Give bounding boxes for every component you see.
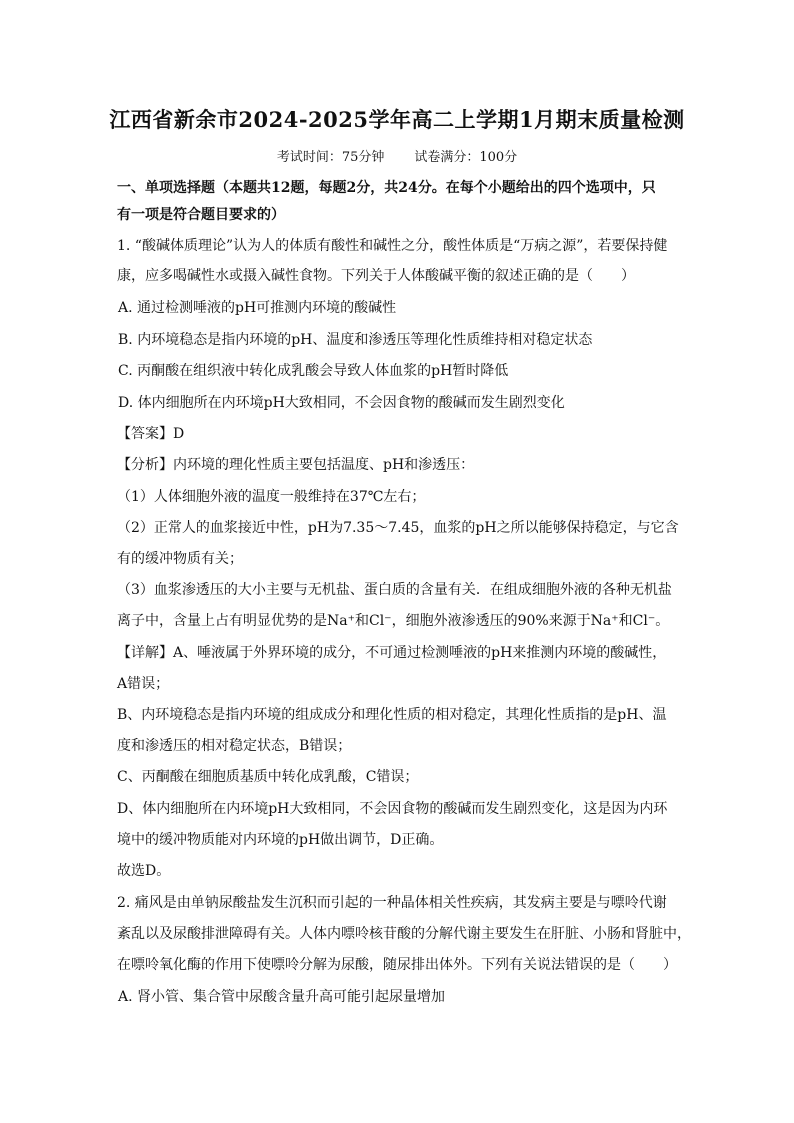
q1-detail-line: C、丙酮酸在细胞质基质中转化成乳酸，C错误；: [117, 769, 419, 785]
q1-option-b: B. 内环境稳态是指内环境的pH、温度和渗透压等理化性质维持相对稳定状态: [118, 332, 593, 348]
q1-option-d: D. 体内细胞所在内环境pH大致相同，不会因食物的酸碱而发生剧烈变化: [118, 395, 565, 411]
q1-detail-line: A错误；: [117, 676, 170, 692]
document-title: 江西省新余市2024-2025学年高二上学期1月期末质量检测: [109, 107, 685, 132]
q1-detail-line: 度和渗透压的相对稳定状态，B错误；: [117, 738, 352, 754]
q1-analysis-line: 离子中，含量上占有明显优势的是Na⁺和Cl⁻，细胞外液渗透压的90%来源于Na⁺和Cl⁻。: [117, 613, 670, 629]
q2-stem: 2. 痛风是由单钠尿酸盐发生沉积而引起的一种晶体相关性疾病，其发病主要是与嘌呤代谢: [117, 895, 667, 911]
section-heading-cont: 有一项是符合题目要求的）: [117, 207, 285, 223]
q1-detail-line: D、体内细胞所在内环境pH大致相同，不会因食物的酸碱而发生剧烈变化，这是因为内环: [117, 801, 668, 817]
q1-analysis-line: （3）血浆渗透压的大小主要与无机盐、蛋白质的含量有关．在组成细胞外液的各种无机盐: [117, 582, 672, 598]
q2-option-a: A. 肾小管、集合管中尿酸含量升高可能引起尿量增加: [118, 989, 446, 1005]
q1-answer: 【答案】D: [117, 426, 185, 442]
q1-analysis-line: 【分析】内环境的理化性质主要包括温度、pH和渗透压：: [117, 457, 475, 473]
q1-detail-line: 【详解】A、唾液属于外界环境的成分，不可通过检测唾液的pH来推测内环境的酸碱性，: [117, 645, 667, 661]
q1-analysis-line: （1）人体细胞外液的温度一般维持在37℃左右；: [117, 489, 426, 505]
q2-stem-cont: 紊乱以及尿酸排泄障碍有关。人体内嘌呤核苷酸的分解代谢主要发生在肝脏、小肠和肾脏中，: [117, 926, 691, 942]
q1-analysis-line: 有的缓冲物质有关；: [117, 551, 243, 567]
q1-stem: 1. “酸碱体质理论”认为人的体质有酸性和碱性之分，酸性体质是“万病之源”，若要保持健: [117, 238, 668, 254]
q1-option-a: A. 通过检测唾液的pH可推测内环境的酸碱性: [118, 300, 397, 316]
q1-detail-line: B、内环境稳态是指内环境的组成成分和理化性质的相对稳定，其理化性质指的是pH、温: [117, 707, 667, 723]
q2-stem-cont: 在嘌呤氧化酶的作用下使嘌呤分解为尿酸，随尿排出体外。下列有关说法错误的是（ ）: [117, 957, 677, 973]
q1-stem-cont: 康，应多喝碱性水或摄入碱性食物。下列关于人体酸碱平衡的叙述正确的是（ ）: [117, 268, 635, 284]
q1-conclusion: 故选D。: [117, 863, 171, 879]
q1-option-c: C. 丙酮酸在组织液中转化成乳酸会导致人体血浆的pH暂时降低: [118, 363, 509, 379]
section-heading: 一、单项选择题（本题共12题，每题2分，共24分。在每个小题给出的四个选项中，只: [117, 180, 656, 196]
q1-analysis-line: （2）正常人的血浆接近中性，pH为7.35～7.45，血浆的pH之所以能够保持稳定，与它含: [117, 520, 679, 536]
exam-time: 考试时间：75分钟: [276, 150, 385, 165]
q1-detail-line: 境中的缓冲物质能对内环境的pH做出调节，D正确。: [117, 832, 444, 848]
full-score: 试卷满分：100分: [414, 150, 518, 165]
exam-meta: [0, 146, 794, 165]
